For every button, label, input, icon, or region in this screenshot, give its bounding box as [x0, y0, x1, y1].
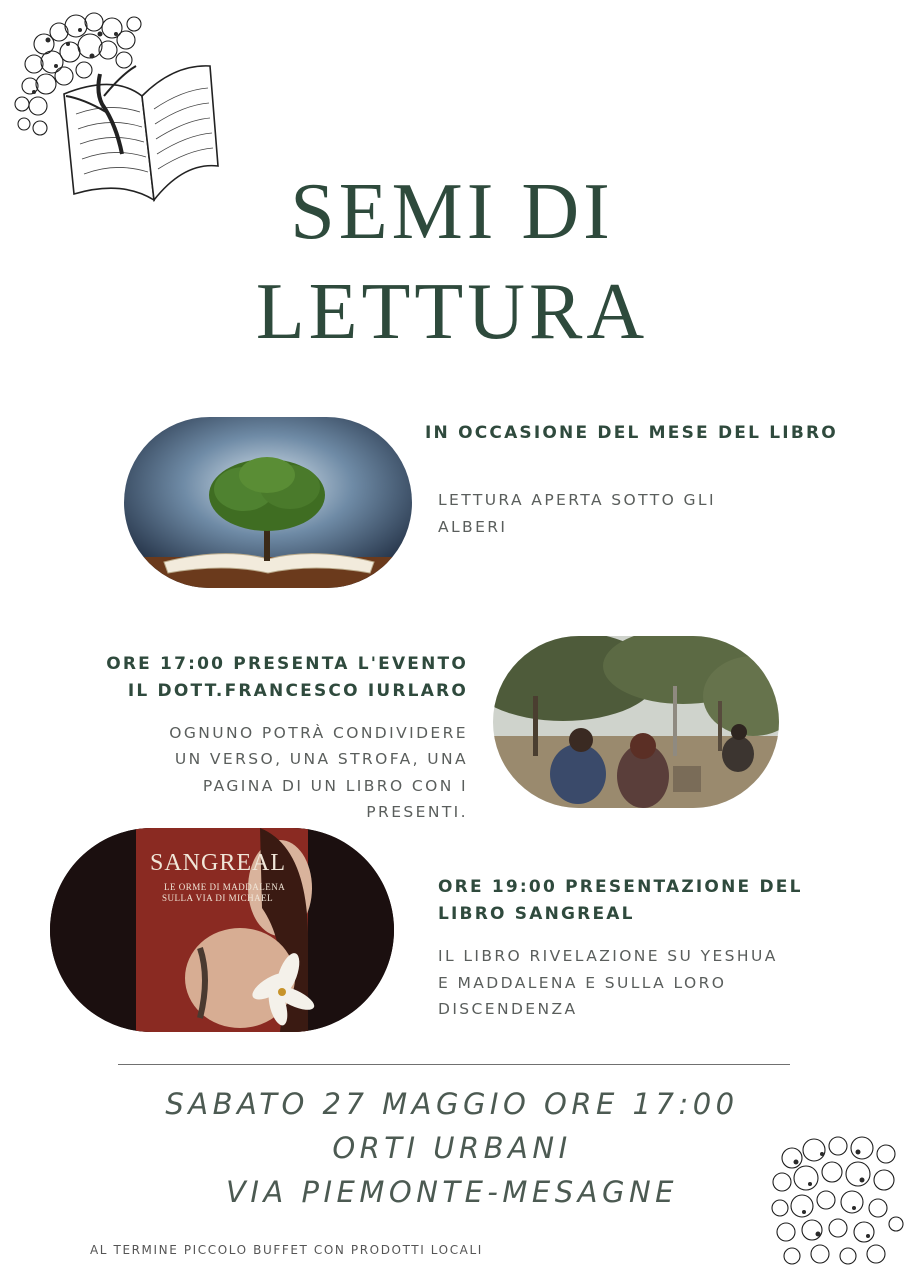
sangreal-book-cover	[50, 828, 394, 1032]
section2-text-line3: PAGINA DI UN LIBRO CON I	[202, 777, 468, 795]
page-title-line2: LETTURA	[255, 268, 649, 356]
footer-divider	[118, 1064, 790, 1065]
tree-scribble-illustration	[762, 1128, 904, 1273]
event-date: SABATO 27 MAGGIO ORE 17:00	[165, 1087, 739, 1121]
section3-text-line1: IL LIBRO RIVELAZIONE SU YESHUA	[438, 947, 778, 965]
section2-text-line4: PRESENTI.	[366, 803, 468, 821]
book-cover-title: SANGREAL	[150, 850, 287, 876]
garden-gathering-photo	[493, 636, 779, 808]
section1-text-line1: LETTURA APERTA SOTTO GLI	[438, 491, 716, 509]
section3-heading-line1: ORE 19:00 PRESENTAZIONE DEL	[438, 877, 803, 897]
section1-heading: IN OCCASIONE DEL MESE DEL LIBRO	[425, 423, 838, 443]
book-cover-subtitle-line1: LE ORME DI MADDALENA	[164, 882, 286, 892]
page-title-line1: SEMI DI	[290, 168, 614, 256]
buffet-note: AL TERMINE PICCOLO BUFFET CON PRODOTTI LOCALI	[90, 1243, 483, 1257]
section2-heading-line1: ORE 17:00 PRESENTA L'EVENTO	[106, 654, 468, 674]
event-place-line1: ORTI URBANI	[332, 1131, 572, 1165]
section3-text-line3: DISCENDENZA	[438, 1000, 578, 1018]
section3-heading-line2: LIBRO SANGREAL	[438, 904, 635, 924]
section2-text-line2: UN VERSO, UNA STROFA, UNA	[174, 750, 468, 768]
section2-heading-line2: IL DOTT.FRANCESCO IURLARO	[127, 681, 468, 701]
section1-text-line2: ALBERI	[438, 518, 508, 536]
book-cover-subtitle-line2: SULLA VIA DI MICHAEL	[162, 893, 274, 903]
event-place-line2: VIA PIEMONTE-MESAGNE	[226, 1175, 678, 1209]
tree-book-photo	[124, 417, 412, 588]
section3-text-line2: E MADDALENA E SULLA LORO	[438, 974, 727, 992]
section2-text-line1: OGNUNO POTRÀ CONDIVIDERE	[169, 724, 468, 742]
